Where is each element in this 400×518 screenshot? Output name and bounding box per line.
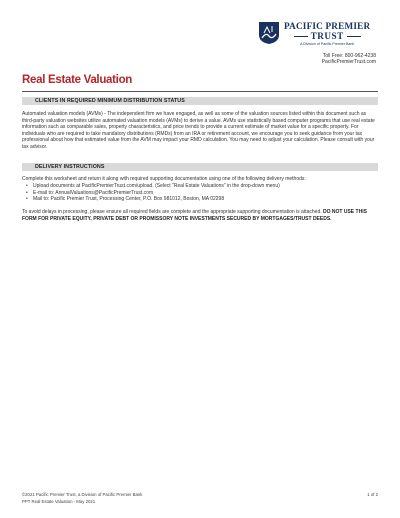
page-number: 1 of 2	[367, 492, 378, 497]
delivery-intro: Complete this worksheet and return it along with required supporting documentation using one of the following delivery methods:	[22, 176, 306, 182]
page-title: Real Estate Valuation	[22, 74, 133, 86]
company-logo	[258, 21, 378, 51]
footer-info	[22, 492, 142, 505]
footer-copyright: ©2021 Pacific Premier Trust, a Division of Pacific Premier Bank	[22, 492, 143, 497]
website-link[interactable]: PacificPremierTrust.com	[321, 59, 376, 66]
footer-form-id: PPT Real Estate Valuation - May 2021	[22, 498, 96, 504]
delivery-methods-list	[26, 183, 376, 203]
section-header-delivery: DELIVERY INSTRUCTIONS	[22, 163, 378, 171]
list-item-email: • E-mail to: AnnualValuations@PacificPremierTrust.com	[26, 190, 376, 197]
list-item-mail: • Mail to: Pacific Premier Trust, Processing Center, P.O. Box 981012, Boston, MA 02298	[26, 196, 376, 203]
shield-logo-icon	[258, 21, 280, 45]
avm-paragraph: Automated valuation models (AVMs) - The independent firm we have engaged, as well as some of the valuation sources listed within this document such as third-party valuation websites utilize automated valuation models (AVMs) to derive a value. AVMs use statistically based computer programs that use real estate information such as comparable sales, property characteristics, and price trends to provide a current estimate of market value for a specific property. For individuals who are required to take mandatory distributions (RMDs) from an IRA or retirement account, we encourage you to seek guidance from your tax professional about how that estimated value from the AVM may impact your RMD calculation. You may need to adjust your calculation. Please consult with your tax advisor.	[22, 111, 375, 150]
title-divider	[22, 91, 378, 92]
phone-number: Toll Free: 800-962-4238	[322, 53, 376, 59]
warning-text: DO NOT USE THIS FORM FOR PRIVATE EQUITY, PRIVATE DEBT OR PROMISSORY NOTE INVESTMENTS SECURED BY MORTGAGES/TRUST DEEDS.	[22, 209, 367, 222]
list-item-upload: • Upload documents at PacificPremierTrust.com/upload. (Select “Real Estate Valuations” in the drop-down menu)	[26, 183, 376, 190]
logo-wordmark	[284, 21, 370, 47]
section-header-rmd: CLIENTS IN REQUIRED MINIMUM DISTRIBUTION STATUS	[22, 97, 378, 105]
logo-name: PACIFIC PREMIER	[284, 21, 371, 31]
processing-note	[22, 209, 378, 222]
processing-note-text: To avoid delays in processing, please ensure all required fields are complete and the appropriate supporting documentation is attached.	[22, 209, 322, 215]
logo-trust: TRUST	[310, 31, 344, 41]
contact-info	[322, 53, 376, 66]
logo-tagline: A Division of Pacific Premier Bank	[300, 42, 355, 46]
